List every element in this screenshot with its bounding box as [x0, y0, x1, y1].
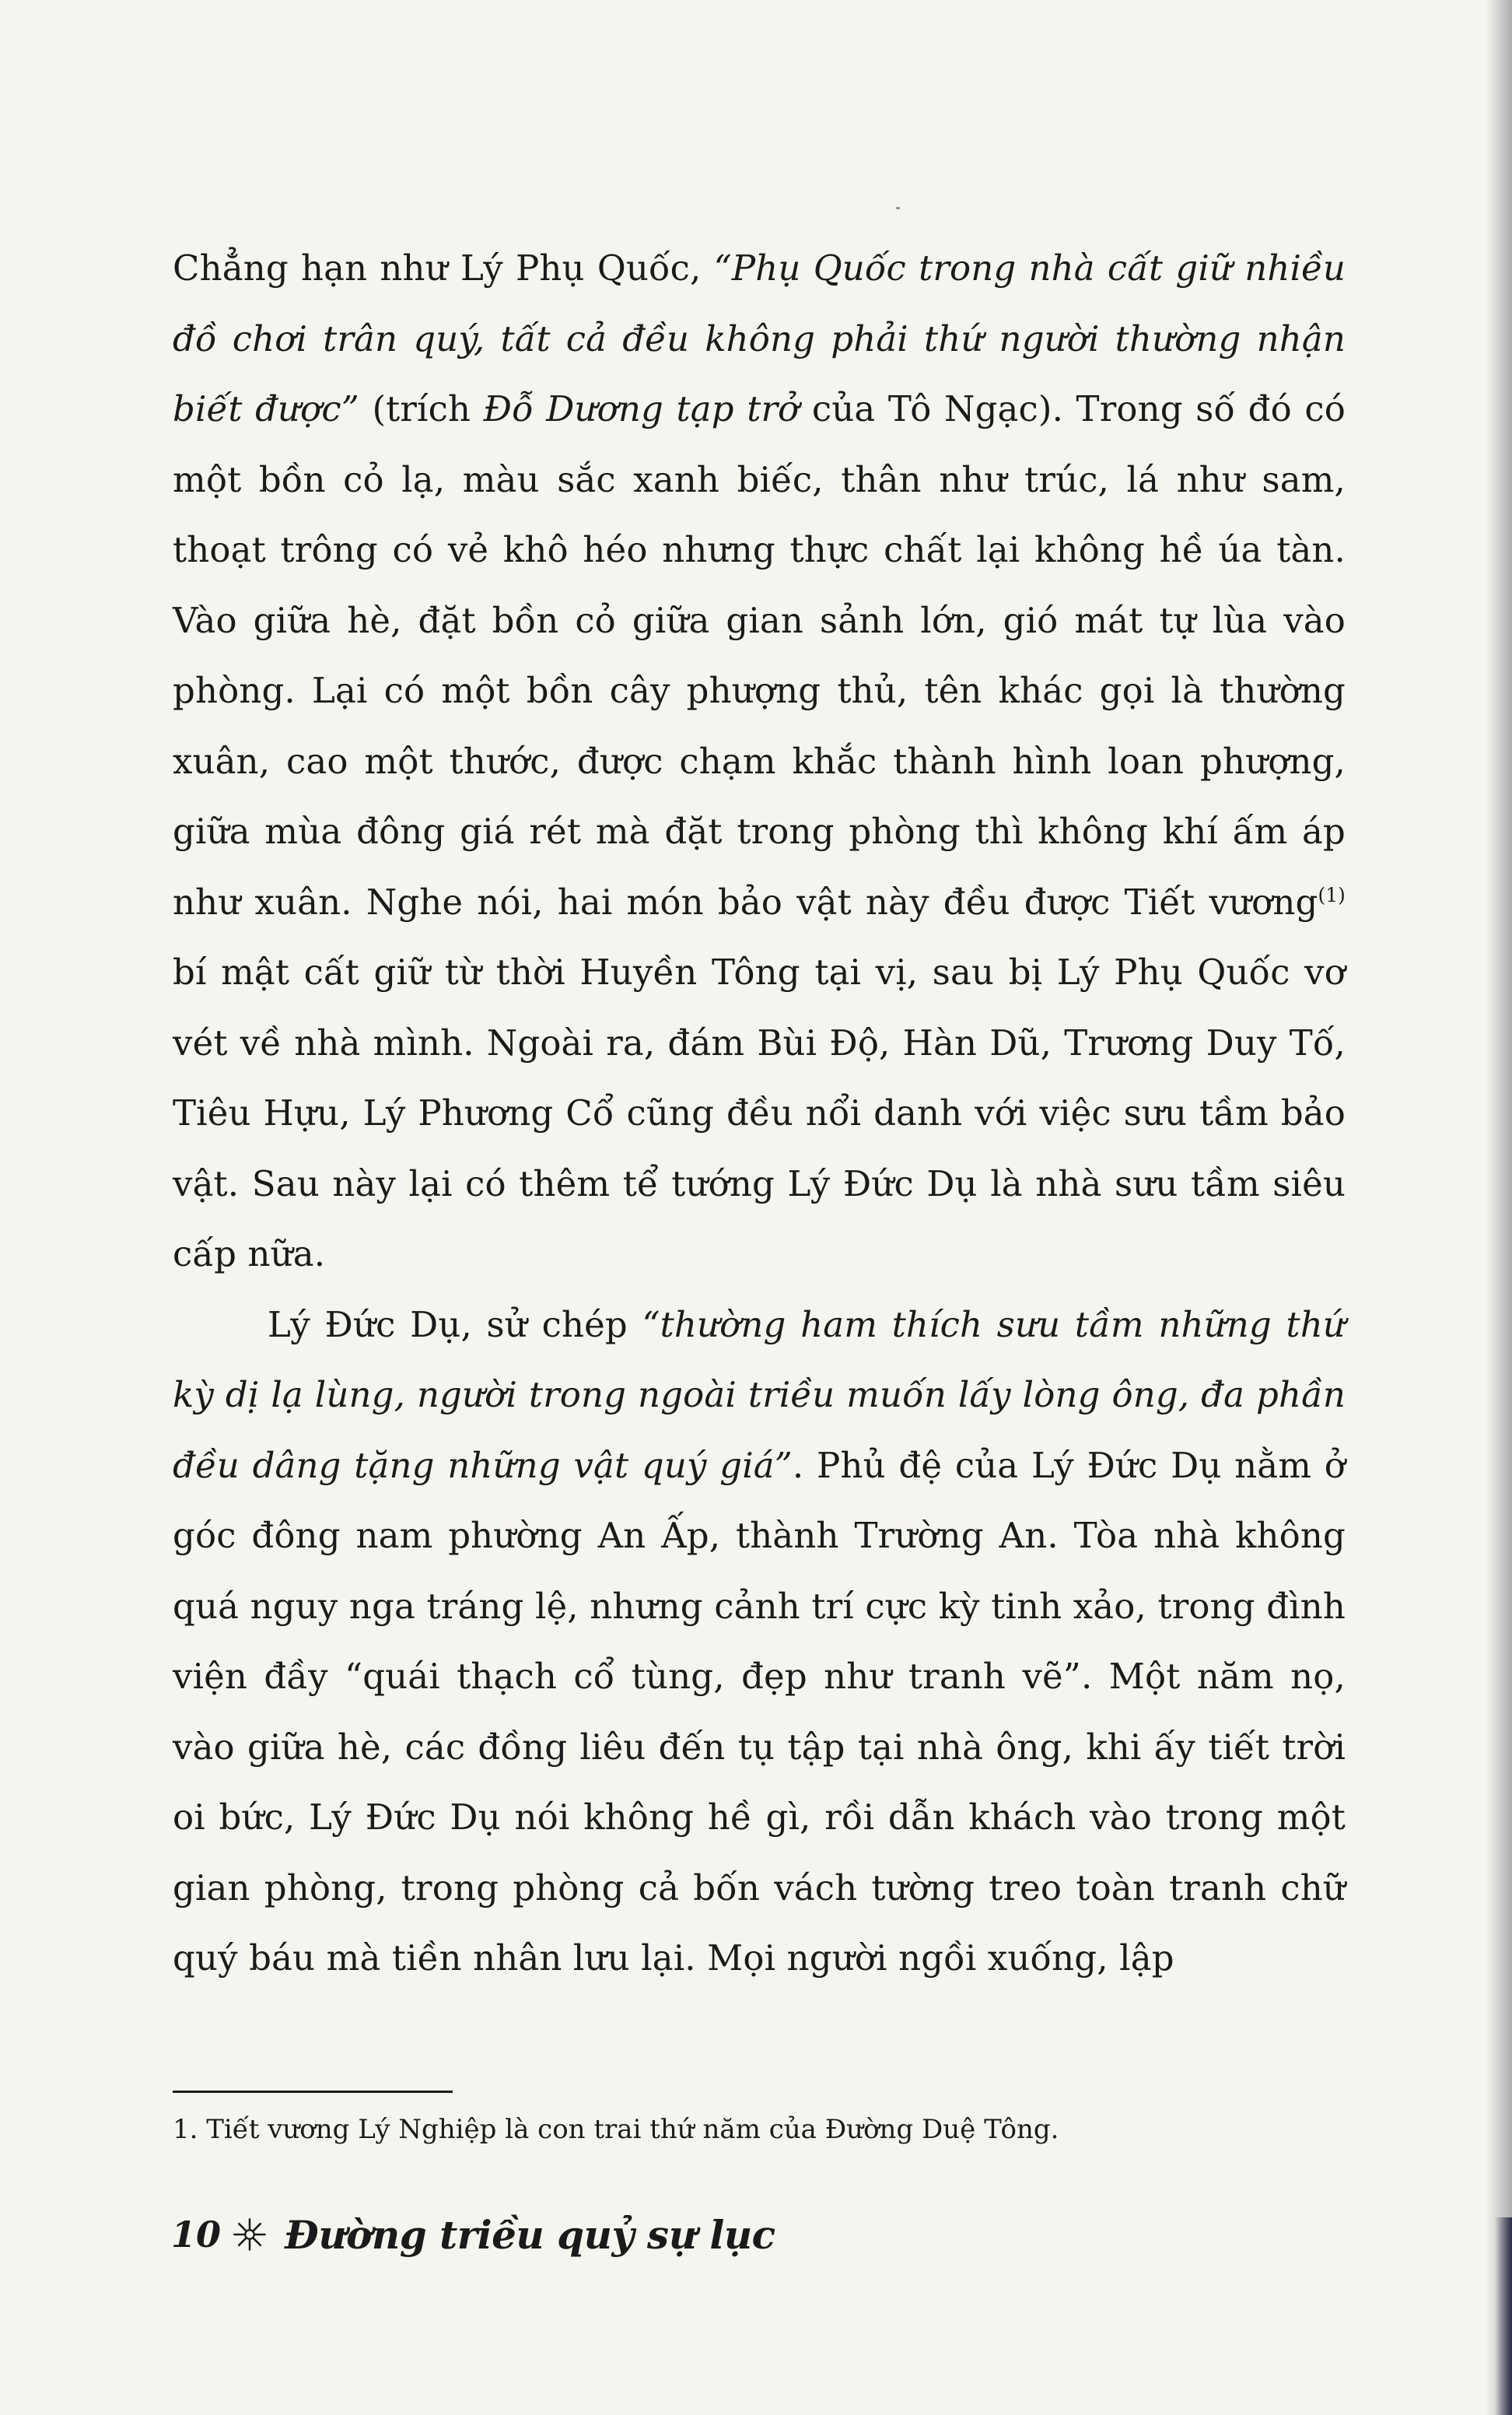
paragraph-2 — [173, 1290, 1346, 1994]
footnote-ref: (1) — [1318, 883, 1346, 906]
paragraph-1 — [173, 233, 1346, 1290]
dust-speck — [896, 207, 900, 209]
text-run: . Phủ đệ của Lý Đức Dụ nằm ở góc đông nam phường An Ấp, thành Trường An. Tòa nhà không quá nguy nga tráng lệ, nhưng cảnh trí cực kỳ tinh xảo, trong đình viện đầy “quái thạch cổ tùng, đẹp như tranh vẽ”. Một năm nọ, vào giữa hè, các đồng liêu đến tụ tập tại nhà ông, khi ấy tiết trời oi bức, Lý Đức Dụ nói không hề gì, rồi dẫn khách vào trong một gian phòng, trong phòng cả bốn vách tường treo toàn tranh chữ quý báu mà tiền nhân lưu lại. Mọi người ngồi xuống, lập — [173, 1444, 1346, 1979]
italic-quote: “Phụ Quốc trong nhà cất giữ nhiều đồ chơi trân quý, tất cả đều không phải thứ người thường nhận biết được” — [173, 247, 1346, 429]
italic-quote: “thường ham thích sưu tầm những thứ kỳ dị lạ lùng, người trong ngoài triều muốn lấy lòng ông, đa phần đều dâng tặng những vật quý giá” — [173, 1303, 1346, 1486]
asterisk-ornament-icon — [232, 2217, 268, 2252]
footnote-divider — [173, 2091, 453, 2093]
footnote: 1. Tiết vương Lý Nghiệp là con trai thứ năm của Đường Duệ Tông. — [173, 2114, 1059, 2145]
text-run: Lý Đức Dụ, sử chép — [268, 1303, 642, 1345]
text-run: (trích — [359, 388, 484, 429]
page-number: 10 — [171, 2213, 222, 2256]
page-edge-corner — [1495, 2217, 1512, 2415]
page-edge-shadow — [1486, 0, 1512, 2415]
text-run: Chẳng hạn như Lý Phụ Quốc, — [173, 247, 714, 289]
running-title: Đường triều quỷ sự lục — [285, 2211, 775, 2258]
text-run: bí mật cất giữ từ thời Huyền Tông tại vị, sau bị Lý Phụ Quốc vơ vét về nhà mình. Ngoài ra, đám Bùi Độ, Hàn Dũ, Trương Duy Tố, Tiêu Hựu, Lý Phương Cổ cũng đều nổi danh với việc sưu tầm bảo vật. Sau này lại có thêm tể tướng Lý Đức Dụ là nhà sưu tầm siêu cấp nữa. — [173, 952, 1346, 1274]
text-run: của Tô Ngạc). Trong số đó có một bồn cỏ lạ, màu sắc xanh biếc, thân như trúc, lá như sam, thoạt trông có vẻ khô héo nhưng thực chất lại không hề úa tàn. Vào giữa hè, đặt bồn cỏ giữa gian sảnh lớn, gió mát tự lùa vào phòng. Lại có một bồn cây phượng thủ, tên khác gọi là thường xuân, cao một thước, được chạm khắc thành hình loan phượng, giữa mùa đông giá rét mà đặt trong phòng thì không khí ấm áp như xuân. Nghe nói, hai món bảo vật này đều được Tiết vương — [173, 388, 1346, 923]
page-footer — [171, 2203, 775, 2266]
body-text — [173, 233, 1346, 1994]
italic-quote: Đỗ Dương tạp trở — [483, 388, 800, 429]
